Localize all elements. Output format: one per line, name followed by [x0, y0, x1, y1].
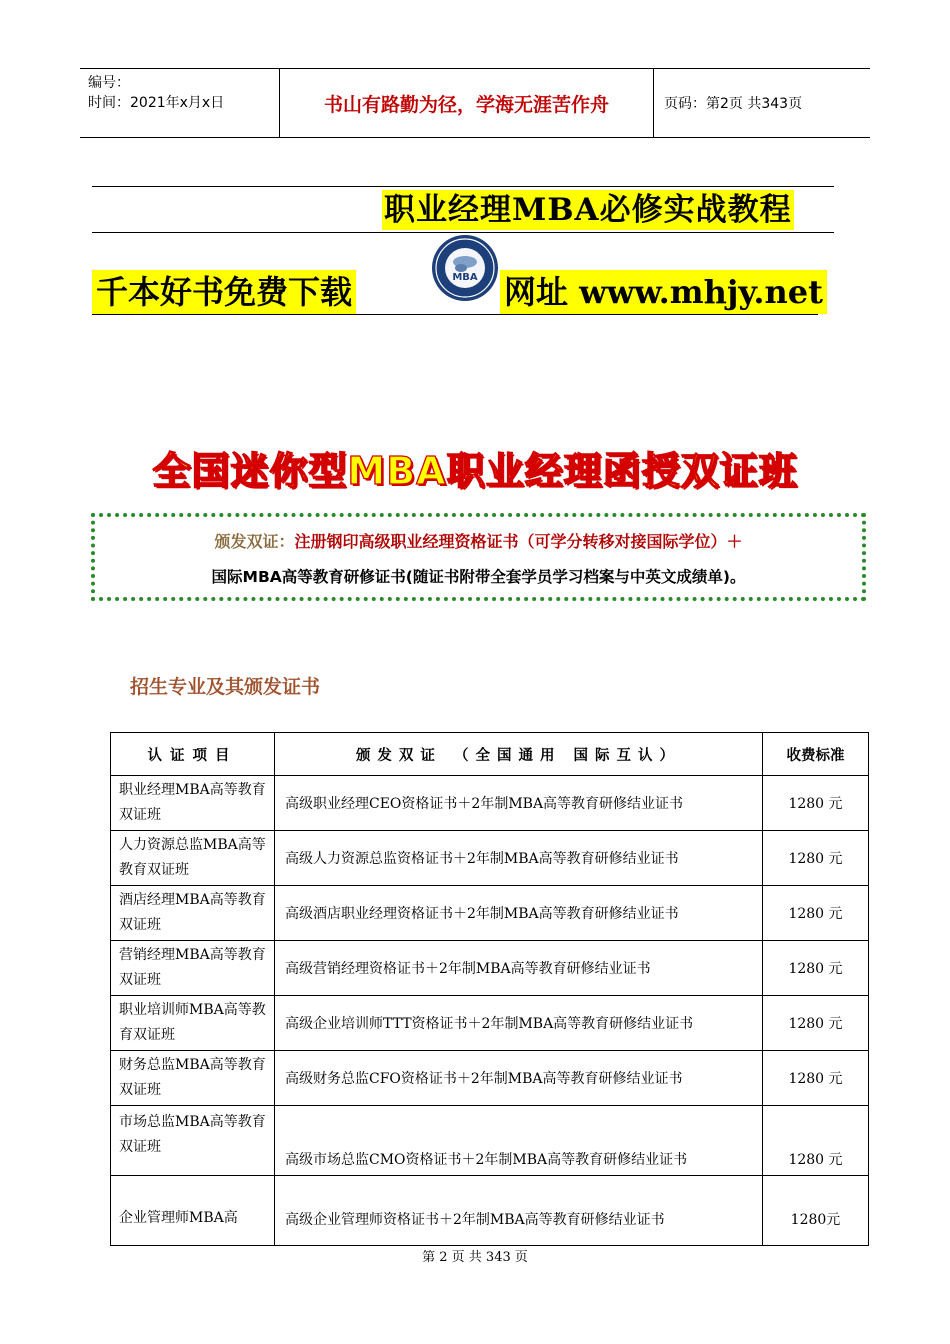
banner-title: 职业经理MBA必修实战教程 — [384, 192, 792, 228]
header-meta — [80, 69, 280, 137]
program-cert: 高级营销经理资格证书＋2年制MBA高等教育研修结业证书 — [275, 941, 763, 996]
program-name: 职业经理MBA高等教育双证班 — [111, 776, 275, 831]
table-row — [111, 776, 869, 831]
logo-text: MBA — [452, 272, 478, 283]
program-name: 企业管理师MBA高 — [111, 1176, 275, 1246]
program-cert: 高级财务总监CFO资格证书＋2年制MBA高等教育研修结业证书 — [275, 1051, 763, 1106]
table-row — [111, 831, 869, 886]
program-cert: 高级市场总监CMO资格证书＋2年制MBA高等教育研修结业证书 — [275, 1106, 763, 1176]
program-name: 营销经理MBA高等教育双证班 — [111, 941, 275, 996]
notice-line-1-text: 注册钢印高级职业经理资格证书（可学分转移对接国际学位）＋ — [294, 532, 743, 551]
program-fee: 1280元 — [763, 1176, 869, 1246]
website-url[interactable]: 网址 www.mhjy.net — [500, 270, 827, 314]
table-row — [111, 1051, 869, 1106]
program-cert: 高级企业管理师资格证书＋2年制MBA高等教育研修结业证书 — [275, 1176, 763, 1246]
section-title: 招生专业及其颁发证书 — [130, 676, 321, 698]
table-row — [111, 886, 869, 941]
program-cert: 高级酒店职业经理资格证书＋2年制MBA高等教育研修结业证书 — [275, 886, 763, 941]
program-fee: 1280 元 — [763, 776, 869, 831]
table-row — [111, 996, 869, 1051]
table-row — [111, 1106, 869, 1176]
page-header — [80, 68, 870, 138]
program-name: 酒店经理MBA高等教育双证班 — [111, 886, 275, 941]
header-motto: 书山有路勤为径，学海无涯苦作舟 — [280, 69, 654, 137]
table-header-row — [111, 733, 869, 776]
table-row — [111, 1176, 869, 1246]
headline: 全国迷你型MBA职业经理函授双证班 — [152, 449, 798, 493]
program-fee: 1280 元 — [763, 1106, 869, 1176]
notice-lead: 颁发双证： — [214, 532, 295, 551]
banner-bottom-rule — [92, 314, 818, 315]
program-name: 人力资源总监MBA高等教育双证班 — [111, 831, 275, 886]
program-name: 职业培训师MBA高等教育双证班 — [111, 996, 275, 1051]
program-fee: 1280 元 — [763, 941, 869, 996]
banner-top-rule — [92, 186, 834, 187]
notice-box — [91, 513, 866, 601]
number-label: 编号： — [88, 75, 130, 91]
notice-line-2: 国际MBA高等教育研修证书(随证书附带全套学员学习档案与中英文成绩单)。 — [211, 568, 746, 586]
program-fee: 1280 元 — [763, 831, 869, 886]
notice-line-1 — [95, 529, 862, 552]
header-certificates: 颁发双证 （全国通用 国际互认） — [275, 733, 763, 776]
program-fee: 1280 元 — [763, 1051, 869, 1106]
header-program: 认证项目 — [111, 733, 275, 776]
table-row — [111, 941, 869, 996]
page-footer: 第 2 页 共 343 页 — [422, 1250, 528, 1265]
programs-table — [110, 732, 869, 1246]
header-fee: 收费标准 — [763, 733, 869, 776]
program-cert: 高级职业经理CEO资格证书＋2年制MBA高等教育研修结业证书 — [275, 776, 763, 831]
program-name: 市场总监MBA高等教育双证班 — [111, 1106, 275, 1176]
program-cert: 高级企业培训师TTT资格证书＋2年制MBA高等教育研修结业证书 — [275, 996, 763, 1051]
program-name: 财务总监MBA高等教育双证班 — [111, 1051, 275, 1106]
program-cert: 高级人力资源总监资格证书＋2年制MBA高等教育研修结业证书 — [275, 831, 763, 886]
download-slogan: 千本好书免费下载 — [92, 270, 356, 314]
time-label: 时间：2021年x月x日 — [88, 95, 225, 111]
mba-logo-icon — [431, 232, 499, 304]
program-fee: 1280 元 — [763, 996, 869, 1051]
program-fee: 1280 元 — [763, 886, 869, 941]
header-page-info: 页码：第2页 共343页 — [664, 96, 803, 112]
